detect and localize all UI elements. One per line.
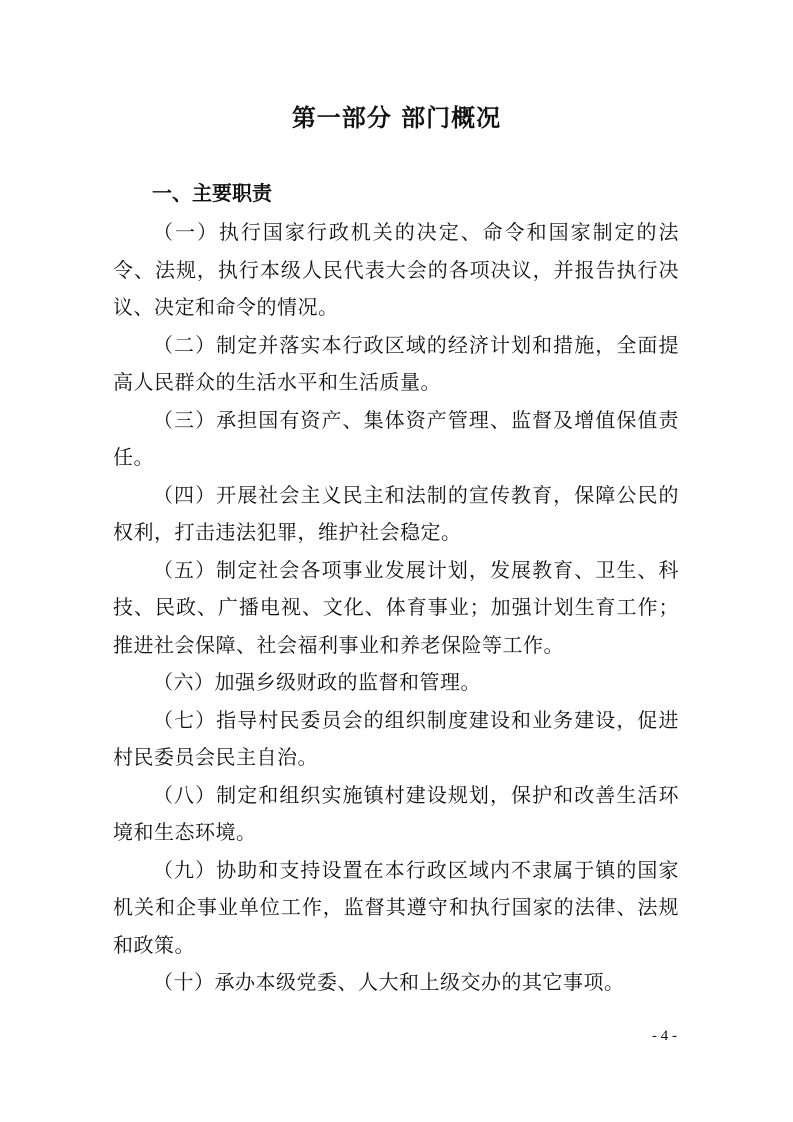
duty-paragraph-8: （八）制定和组织实施镇村建设规划，保护和改善生活环境和生态环境。 bbox=[113, 782, 679, 844]
duty-paragraph-3: （三）承担国有资产、集体资产管理、监督及增值保值责任。 bbox=[113, 407, 679, 469]
duty-paragraph-5: （五）制定社会各项事业发展计划，发展教育、卫生、科技、民政、广播电视、文化、体育事业；加强计划生育工作；推进社会保障、社会福利事业和养老保险等工作。 bbox=[113, 557, 679, 657]
duty-paragraph-6: （六）加强乡级财政的监督和管理。 bbox=[153, 670, 481, 694]
page-number: - 4 - bbox=[652, 1028, 677, 1044]
duty-paragraph-4: （四）开展社会主义民主和法制的宣传教育，保障公民的权利，打击违法犯罪，维护社会稳定。 bbox=[113, 482, 679, 544]
duty-paragraph-7: （七）指导村民委员会的组织制度建设和业务建设，促进村民委员会民主自治。 bbox=[113, 707, 679, 769]
duty-paragraph-10: （十）承办本级党委、人大和上级交办的其它事项。 bbox=[153, 970, 625, 994]
section-body bbox=[113, 214, 679, 1002]
duty-paragraph-2: （二）制定并落实本行政区域的经济计划和措施，全面提高人民群众的生活水平和生活质量。 bbox=[113, 332, 679, 394]
duty-paragraph-1: （一）执行国家行政机关的决定、命令和国家制定的法令、法规，执行本级人民代表大会的各项决议，并报告执行决议、决定和命令的情况。 bbox=[113, 220, 679, 319]
page-title: 第一部分 部门概况 bbox=[291, 104, 502, 132]
section-heading: 一、主要职责 bbox=[152, 181, 272, 205]
duty-paragraph-9: （九）协助和支持设置在本行政区域内不隶属于镇的国家机关和企事业单位工作，监督其遵守和执行国家的法律、法规和政策。 bbox=[113, 857, 679, 957]
